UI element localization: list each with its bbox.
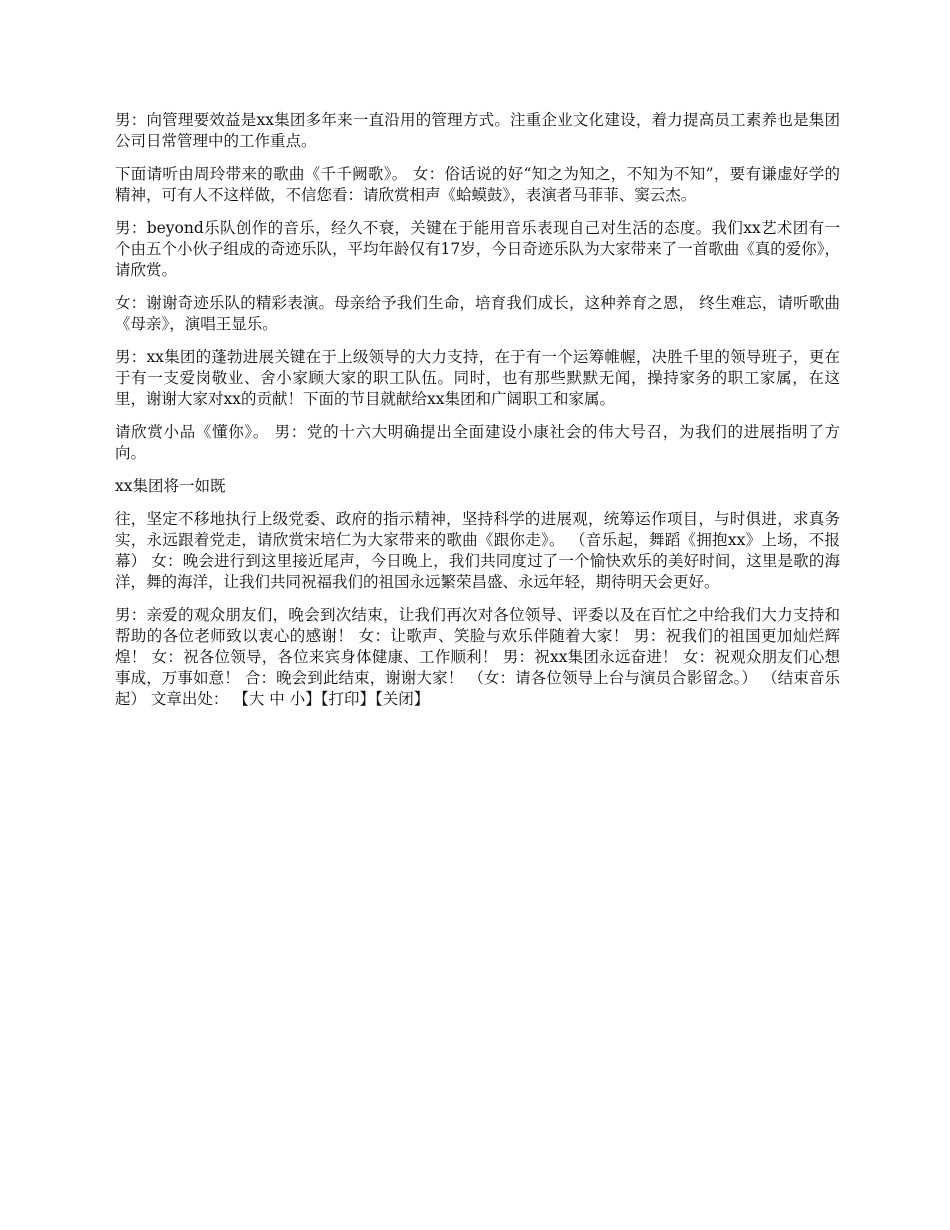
close-link[interactable]: 【关闭】 <box>375 690 430 708</box>
paragraph-4: 女：谢谢奇迹乐队的精彩表演。母亲给予我们生命，培育我们成长，这种养育之恩， 终生难忘，请听歌曲《母亲》，演唱王显乐。 <box>115 294 840 333</box>
paragraph-1: 男：向管理要效益是xx集团多年来一直沿用的管理方式。注重企业文化建设，着力提高员工素养也是集团公司日常管理中的工作重点。 <box>115 111 840 150</box>
closing-text: 男：亲爱的观众朋友们，晚会到次结束，让我们再次对各位领导、评委以及在百忙之中给我们大力支持和帮助的各位老师致以衷心的感谢！ 女：让歌声、笑脸与欢乐伴随着大家！ 男：祝我们的祖国更加灿烂辉煌！ 女：祝各位领导，各位来宾身体健康、工作顺利！ 男：祝xx集团永远奋进！ 女：祝观众朋友们心想事成，万事如意！ 合：晚会到此结束，谢谢大家！ （女：请各位领导上台与演员合影留念。） （结束音乐起） 文章出处： <box>115 606 840 708</box>
font-size-link[interactable]: 【大 中 小】 <box>233 690 321 708</box>
paragraph-7: xx集团将一如既 <box>115 477 226 495</box>
paragraph-2: 下面请听由周玲带来的歌曲《千千阙歌》。 女：俗话说的好“知之为知之，不知为不知”，要有谦虚好学的精神，可有人不这样做，不信您看：请欣赏相声《蛤蟆鼓》，表演者马菲菲、窦云杰。 <box>115 165 840 204</box>
paragraph-5: 男：xx集团的蓬勃进展关键在于上级领导的大力支持，在于有一个运筹帷幄，决胜千里的领导班子，更在于有一支爱岗敬业、舍小家顾大家的职工队伍。同时，也有那些默默无闻，操持家务的职工家属，在这里，谢谢大家对xx的贡献！下面的节目就献给xx集团和广阔职工和家属。 <box>115 348 840 408</box>
paragraph-6: 请欣赏小品《懂你》。 男：党的十六大明确提出全面建设小康社会的伟大号召，为我们的进展指明了方向。 <box>115 423 840 462</box>
paragraph-8: 往，坚定不移地执行上级党委、政府的指示精神，坚持科学的进展观，统筹运作项目，与时俱进，求真务实，永远跟着党走，请欣赏宋培仁为大家带来的歌曲《跟你走》。 （音乐起，舞蹈《拥抱xx》上场，不报幕） 女：晚会进行到这里接近尾声，今日晚上，我们共同度过了一个愉快欢乐的美好时间，这里是歌的海洋，舞的海洋，让我们共同祝福我们的祖国永远繁荣昌盛、永远年轻，期待明天会更好。 <box>115 510 840 591</box>
print-link[interactable]: 【打印】 <box>320 690 375 708</box>
paragraph-3: 男：beyond乐队创作的音乐，经久不衰，关键在于能用音乐表现自己对生活的态度。我们xx艺术团有一个由五个小伙子组成的奇迹乐队，平均年龄仅有17岁，今日奇迹乐队为大家带来了一首歌曲《真的爱你》，请欣赏。 <box>115 219 840 279</box>
paragraph-9 <box>115 605 840 710</box>
document-body <box>115 110 840 722</box>
